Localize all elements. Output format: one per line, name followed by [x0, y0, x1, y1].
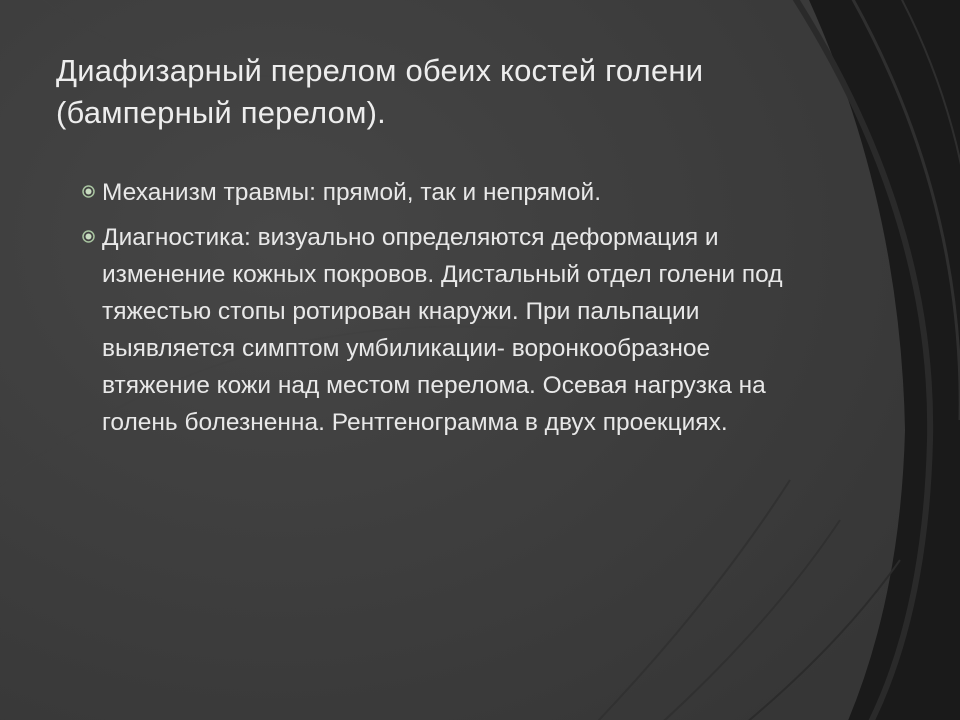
- circle-bullet-icon: [82, 185, 95, 198]
- slide-title: Диафизарный перелом обеих костей голени (бамперный перелом).: [56, 53, 704, 130]
- bullet-list: [86, 174, 806, 449]
- bullet-text: Диагностика: визуально определяются деформация и изменение кожных покровов. Дистальный отдел голени под тяжестью стопы ротирован кнаружи. При пальпации выявляется симптом умбиликации- воронкообразное втяжение кожи над местом перелома. Осевая нагрузка на голень болезненна. Рентгенограмма в двух проекциях.: [102, 224, 783, 436]
- bullet-item: [86, 174, 806, 211]
- bullet-text: Механизм травмы: прямой, так и непрямой.: [102, 179, 601, 206]
- circle-bullet-icon: [82, 230, 95, 243]
- bullet-item: [86, 219, 806, 441]
